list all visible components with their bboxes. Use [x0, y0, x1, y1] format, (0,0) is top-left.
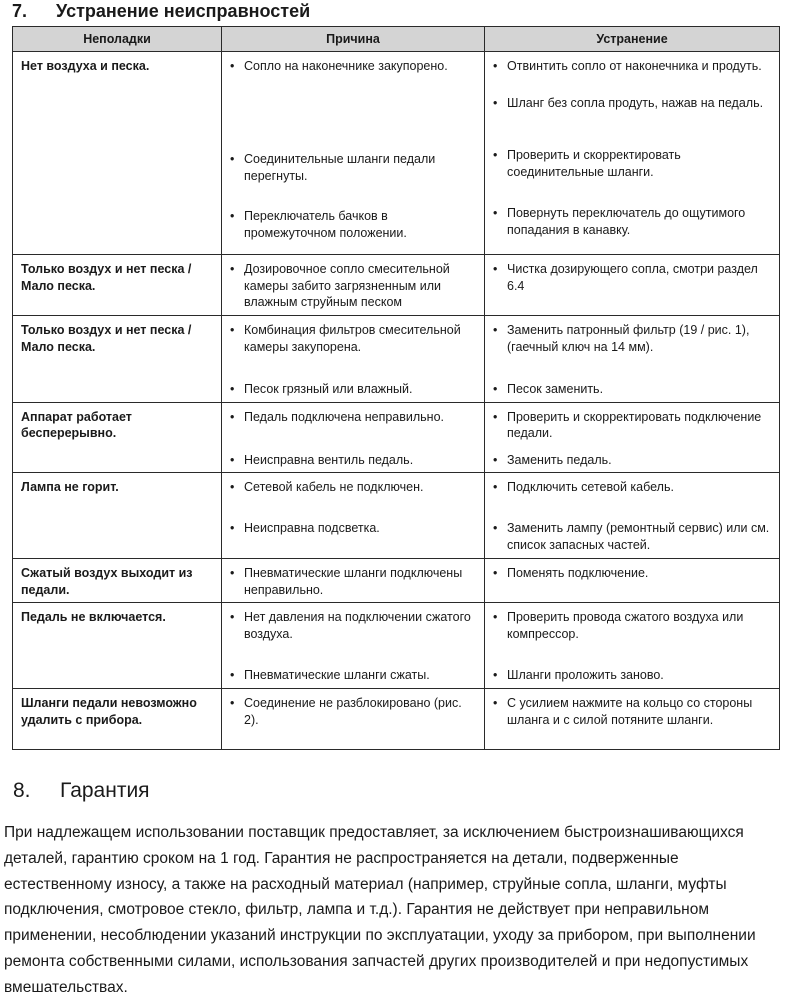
cause-text: Педаль подключена неправильно.	[244, 409, 445, 424]
bullet: •	[230, 668, 235, 682]
remedy-text: Шланг без сопла продуть, нажав на педаль.	[507, 96, 764, 110]
remedy-text: Подключить сетевой кабель.	[507, 480, 674, 494]
header-cause: Причина	[222, 27, 485, 52]
table-row	[13, 473, 780, 559]
table-row	[13, 603, 780, 689]
bullet: •	[230, 262, 235, 276]
cause-cell	[222, 559, 485, 603]
section-8-heading	[13, 777, 713, 805]
bullet: •	[230, 409, 235, 424]
fault-cell: Только воздух и нет песка / Мало песка.	[13, 316, 222, 403]
cause-cell	[222, 473, 485, 559]
cause-text: Неисправна подсветка.	[244, 521, 380, 535]
remedy-text: Повернуть переключатель до ощутимого попадания в канавку.	[507, 206, 746, 237]
cause-cell	[222, 52, 485, 255]
remedy-text: Проверить провода сжатого воздуха или компрессор.	[507, 610, 744, 641]
cause-cell	[222, 255, 485, 316]
remedy-cell	[485, 689, 780, 750]
remedy-cell	[485, 255, 780, 316]
bullet: •	[230, 566, 235, 580]
bullet: •	[493, 148, 498, 162]
remedy-text: С усилием нажмите на кольцо со стороны шланга и с силой потяните шланги.	[507, 696, 753, 727]
cause-cell	[222, 402, 485, 473]
bullet: •	[493, 610, 498, 624]
remedy-cell	[485, 52, 780, 255]
cause-text: Дозировочное сопло смесительной камеры забито загрязненным или влажным струйным песком	[244, 262, 450, 309]
header-remedy: Устранение	[485, 27, 780, 52]
bullet: •	[230, 209, 235, 223]
bullet: •	[493, 668, 498, 682]
cause-text: Пневматические шланги сжаты.	[244, 668, 430, 682]
remedy-cell	[485, 559, 780, 603]
fault-cell: Лампа не горит.	[13, 473, 222, 559]
table-row	[13, 559, 780, 603]
table-row	[13, 689, 780, 750]
remedy-text: Чистка дозирующего сопла, смотри раздел 6.4	[507, 262, 758, 293]
bullet: •	[230, 323, 235, 337]
table-header-row	[13, 27, 780, 52]
remedy-cell	[485, 603, 780, 689]
bullet: •	[493, 262, 498, 276]
cause-text: Переключатель бачков в промежуточном положении.	[244, 209, 407, 240]
remedy-cell	[485, 316, 780, 403]
bullet: •	[230, 382, 235, 396]
section-7-title: Устранение неисправностей	[56, 1, 311, 21]
cause-text: Песок грязный или влажный.	[244, 382, 413, 396]
remedy-text: Проверить и скорректировать соединительные шланги.	[507, 148, 681, 179]
fault-cell: Шланги педали невозможно удалить с прибора.	[13, 689, 222, 750]
cause-cell	[222, 689, 485, 750]
remedy-cell	[485, 473, 780, 559]
bullet: •	[230, 610, 235, 624]
remedy-cell	[485, 402, 780, 473]
bullet: •	[230, 452, 235, 467]
cause-text: Комбинация фильтров смесительной камеры закупорена.	[244, 323, 461, 354]
cause-text: Пневматические шланги подключены неправильно.	[244, 566, 463, 597]
bullet: •	[493, 382, 498, 396]
bullet: •	[493, 452, 498, 467]
bullet: •	[230, 480, 235, 494]
remedy-text: Заменить лампу (ремонтный сервис) или см. список запасных частей.	[507, 521, 770, 552]
cause-cell	[222, 603, 485, 689]
remedy-text: Поменять подключение.	[507, 566, 649, 580]
table-row	[13, 52, 780, 255]
table-row	[13, 255, 780, 316]
bullet: •	[493, 696, 498, 710]
table-row	[13, 402, 780, 473]
cause-text: Сопло на наконечнике закупорено.	[244, 59, 448, 73]
fault-cell: Сжатый воздух выходит из педали.	[13, 559, 222, 603]
warranty-paragraph: При надлежащем использовании поставщик предоставляет, за исключением быстроизнашивающихся деталей, гарантию сроком на 1 год. Гарантия не распространяется на детали, подверженные естественному износу, а также на расходный материал (например, струйные сопла, шланги, муфты подключения, смотровое стекло, фильтр, лампа и т.д.). Гарантия не действует при неправильном применении, несоблюдении указаний инструкции по эксплуатации, уходу за прибором, при выполнении ремонта собственными силами, использования запчастей других производителей и при недопустимых вмешательствах.	[4, 824, 756, 996]
cause-text: Сетевой кабель не подключен.	[244, 480, 424, 494]
remedy-text: Заменить патронный фильтр (19 / рис. 1), (гаечный ключ на 14 мм).	[507, 323, 750, 354]
bullet: •	[493, 480, 498, 494]
remedy-text: Проверить и скорректировать подключение педали.	[507, 409, 762, 440]
cause-text: Неисправна вентиль педаль.	[244, 452, 414, 467]
bullet: •	[493, 96, 498, 110]
bullet: •	[230, 59, 235, 73]
cause-text: Соединительные шланги педали перегнуты.	[244, 152, 436, 183]
bullet: •	[493, 206, 498, 220]
fault-cell: Педаль не включается.	[13, 603, 222, 689]
bullet: •	[493, 323, 498, 337]
remedy-text: Шланги проложить заново.	[507, 668, 664, 682]
cause-text: Соединение не разблокировано (рис. 2).	[244, 696, 462, 727]
fault-cell: Нет воздуха и песка.	[13, 52, 222, 255]
remedy-text: Заменить педаль.	[507, 452, 612, 467]
section-8-title: Гарантия	[60, 779, 150, 802]
header-fault: Неполадки	[13, 27, 222, 52]
bullet: •	[230, 152, 235, 166]
cause-text: Нет давления на подключении сжатого воздуха.	[244, 610, 471, 641]
section-7-number: 7.	[12, 1, 28, 21]
table-row	[13, 316, 780, 403]
cause-cell	[222, 316, 485, 403]
troubleshooting-table	[12, 26, 780, 750]
bullet: •	[230, 521, 235, 535]
fault-cell: Только воздух и нет песка / Мало песка.	[13, 255, 222, 316]
fault-cell: Аппарат работает бесперерывно.	[13, 402, 222, 473]
bullet: •	[493, 409, 498, 424]
remedy-text: Отвинтить сопло от наконечника и продуть.	[507, 59, 762, 73]
section-8-number: 8.	[13, 779, 31, 802]
remedy-text: Песок заменить.	[507, 382, 604, 396]
bullet: •	[493, 59, 498, 73]
bullet: •	[493, 521, 498, 535]
bullet: •	[493, 566, 498, 580]
section-7-heading	[12, 0, 712, 23]
bullet: •	[230, 696, 235, 710]
